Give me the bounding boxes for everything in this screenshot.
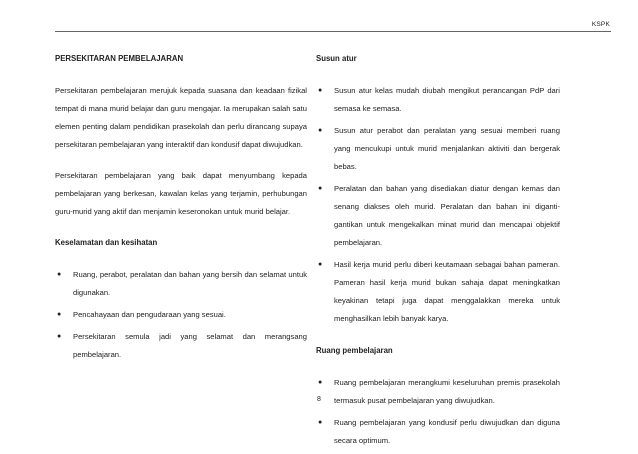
bullet-icon: ● bbox=[57, 333, 62, 340]
list-item: ● Peralatan dan bahan yang disediakan diatur dengan kemas dan senang diakses oleh murid. Peralatan dan bahan ini diganti-gantikan untuk mengekalkan minat murid dan mencapai objektif pembelajaran. bbox=[316, 180, 560, 252]
list-item: ● Ruang pembelajaran merangkumi keseluruhan premis prasekolah termasuk pusat pembelajaran yang diwujudkan. bbox=[316, 374, 560, 410]
list-item: ● Susun atur perabot dan peralatan yang sesuai memberi ruang yang mencukupi untuk murid menjalankan aktiviti dan bergerak bebas. bbox=[316, 122, 560, 176]
list-item: ● Ruang, perabot, peralatan dan bahan yang bersih dan selamat untuk digunakan. bbox=[55, 266, 307, 302]
safety-list bbox=[55, 266, 307, 364]
document-header-tag: KSPK bbox=[591, 21, 610, 28]
list-item: ● Persekitaran semula jadi yang selamat dan merangsang pembelajaran. bbox=[55, 328, 307, 364]
learning-space-heading: Ruang pembelajaran bbox=[316, 346, 393, 355]
list-item: ● Pencahayaan dan pengudaraan yang sesuai. bbox=[55, 306, 307, 324]
bullet-icon: ● bbox=[318, 261, 323, 268]
right-column bbox=[316, 50, 560, 454]
header-divider bbox=[55, 31, 611, 32]
bullet-icon: ● bbox=[318, 379, 323, 386]
layout-list bbox=[316, 82, 560, 328]
bullet-icon: ● bbox=[318, 185, 323, 192]
safety-heading: Keselamatan dan kesihatan bbox=[55, 238, 158, 247]
page-number: 8 bbox=[317, 396, 321, 403]
bullet-icon: ● bbox=[318, 127, 323, 134]
learning-space-list bbox=[316, 374, 560, 450]
layout-heading: Susun atur bbox=[316, 54, 357, 63]
intro-paragraph: Persekitaran pembelajaran merujuk kepada suasana dan keadaan fizikal tempat di mana murid belajar dan guru mengajar. Ia merupakan salah satu elemen penting dalam pendidikan prasekolah dan perlu dirancang supaya persekitaran pembelajaran yang interaktif dan kondusif dapat diwujudkan. bbox=[55, 86, 307, 149]
list-item: ● Hasil kerja murid perlu diberi keutamaan sebagai bahan pameran. Pameran hasil kerja murid bukan sahaja dapat meningkatkan keyakinan tetapi juga dapat menggalakkan mereka untuk menghasilkan lebih banyak karya. bbox=[316, 256, 560, 328]
bullet-icon: ● bbox=[318, 419, 323, 426]
benefits-paragraph: Persekitaran pembelajaran yang baik dapat menyumbang kepada pembelajaran yang berkesan, kawalan kelas yang terjamin, perhubungan guru-murid yang aktif dan menjamin keseronokan untuk murid belajar. bbox=[55, 171, 307, 216]
section-title: PERSEKITARAN PEMBELAJARAN bbox=[55, 54, 184, 63]
bullet-icon: ● bbox=[57, 271, 62, 278]
list-item: ● Susun atur kelas mudah diubah mengikut perancangan PdP dari semasa ke semasa. bbox=[316, 82, 560, 118]
list-item: ● Ruang pembelajaran yang kondusif perlu diwujudkan dan diguna secara optimum. bbox=[316, 414, 560, 450]
bullet-icon: ● bbox=[318, 87, 323, 94]
left-column bbox=[55, 50, 307, 368]
bullet-icon: ● bbox=[57, 311, 62, 318]
